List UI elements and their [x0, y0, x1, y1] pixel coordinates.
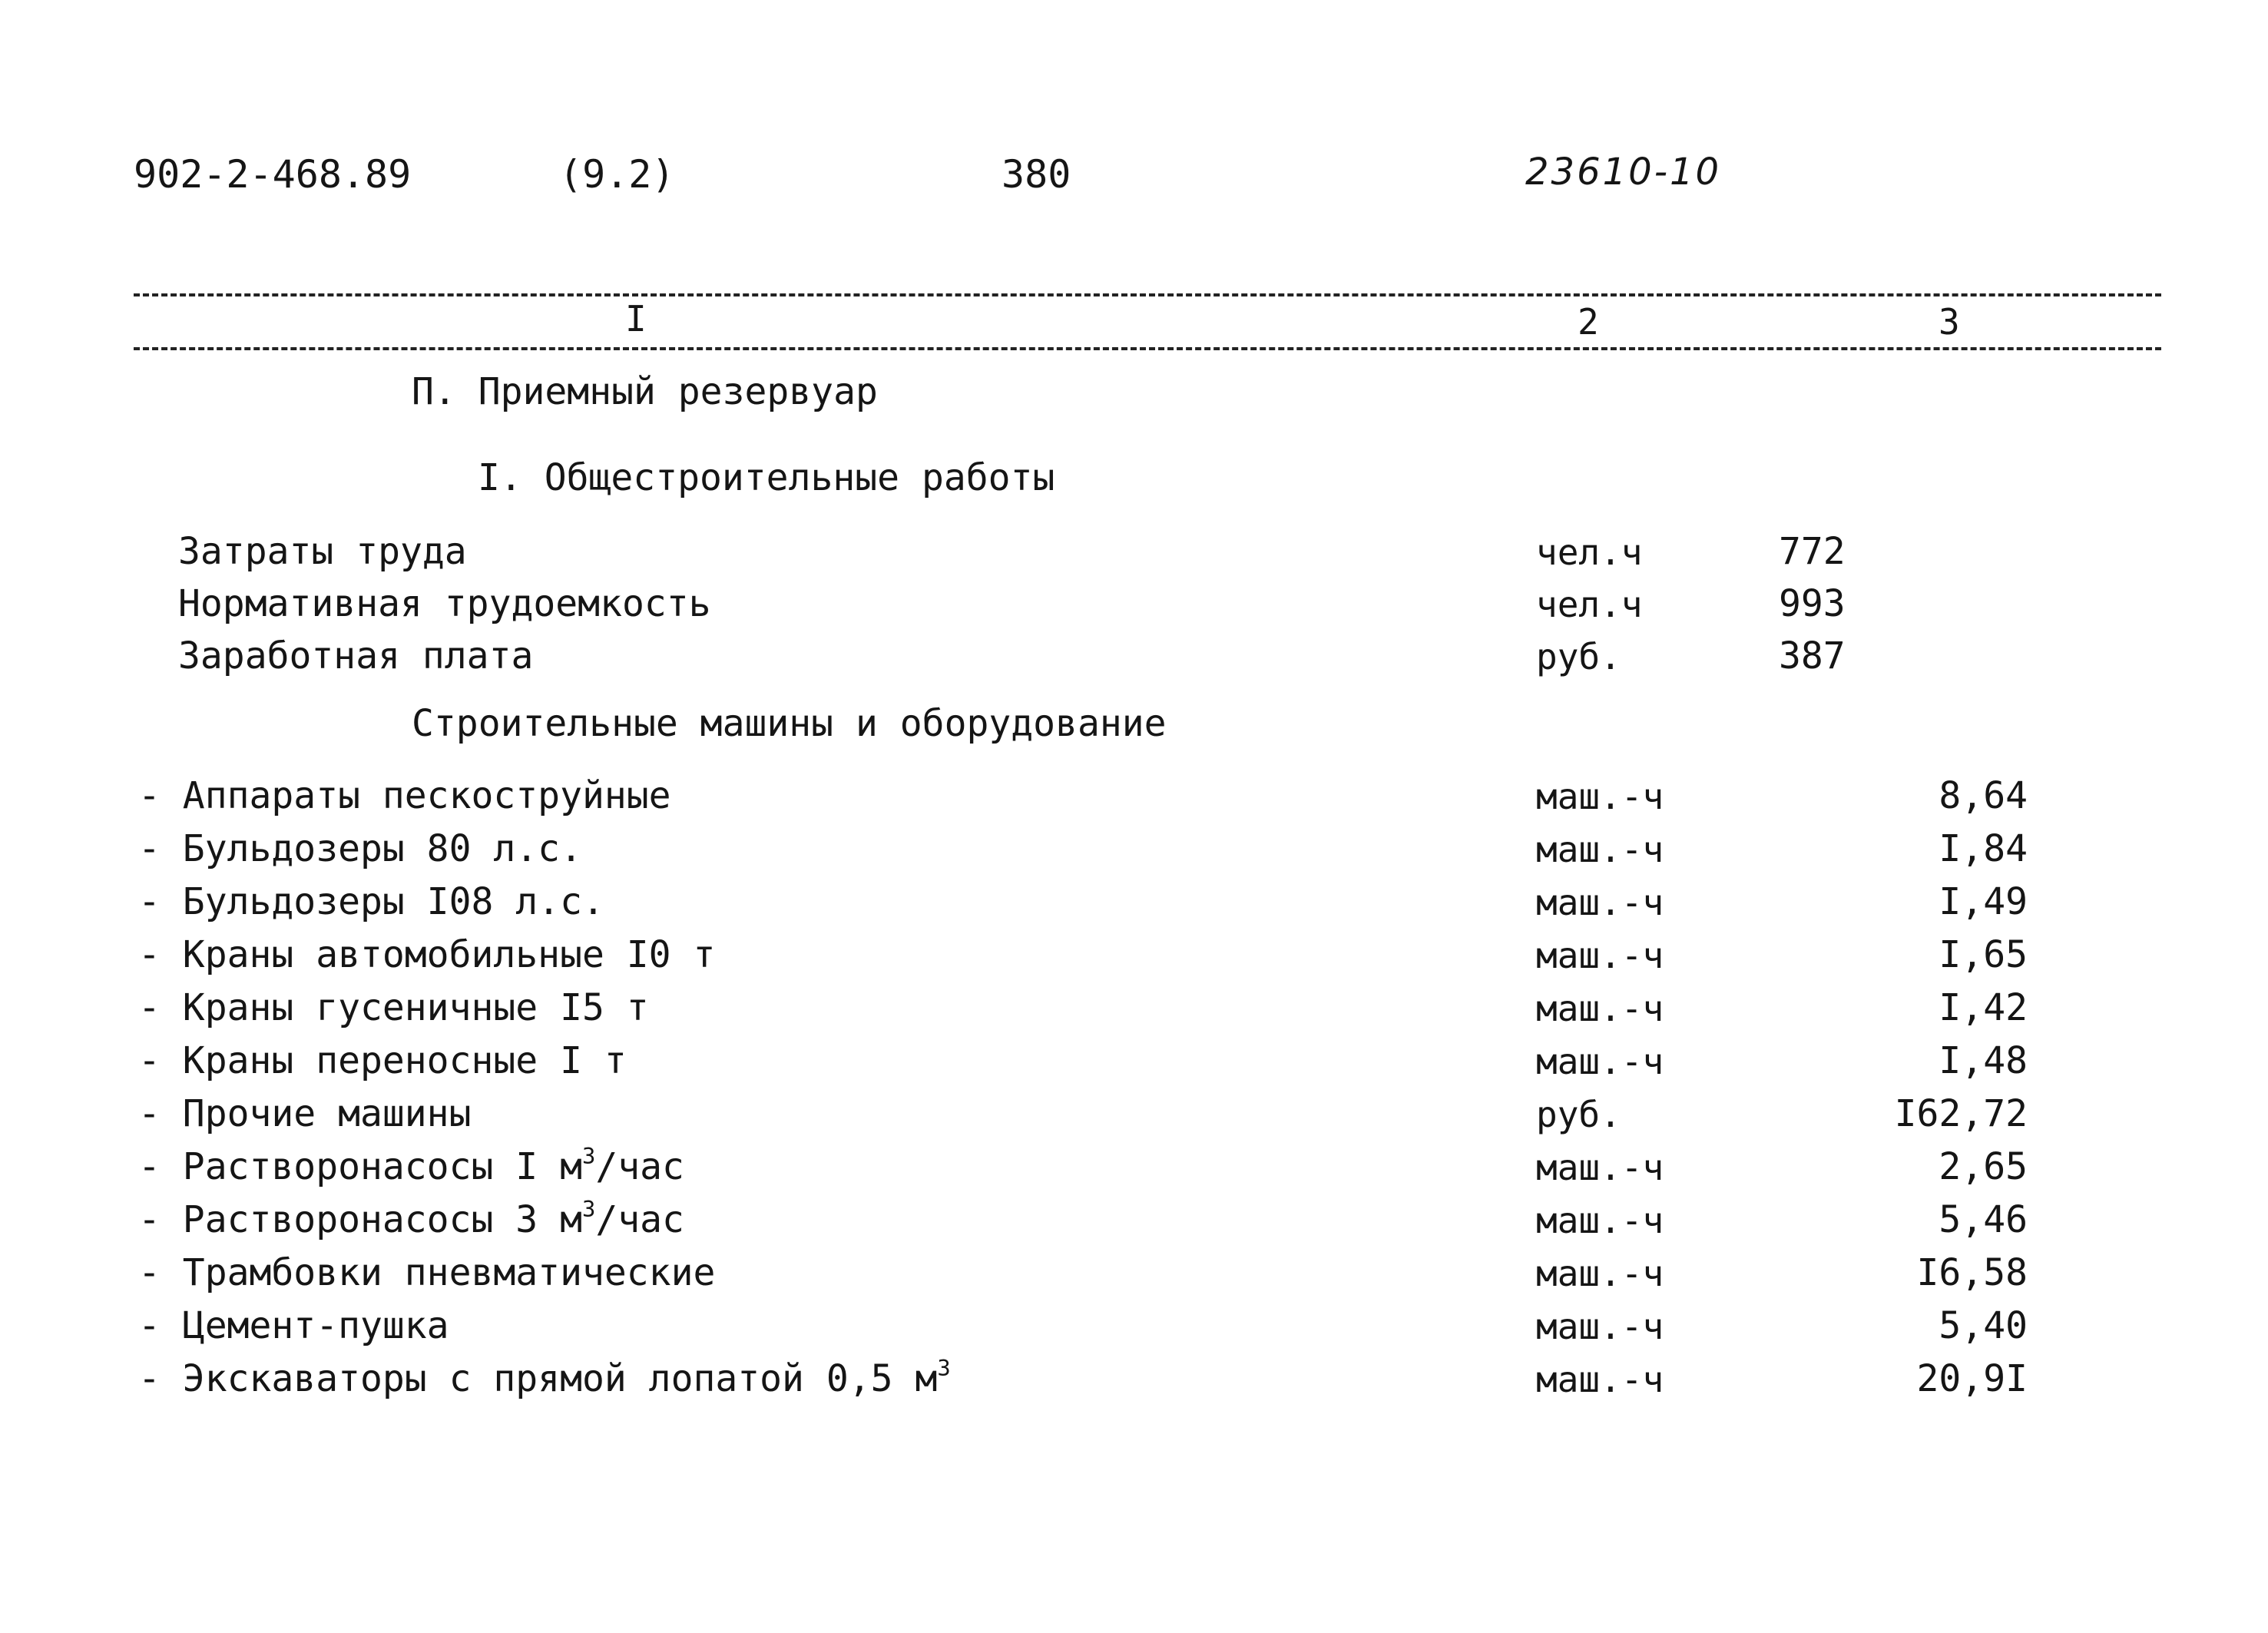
machine-row-unit: маш.-ч [1536, 1253, 1664, 1294]
machine-row-value: 5,46 [1939, 1198, 2028, 1241]
labor-row-unit: руб. [1536, 636, 1621, 677]
machine-row-unit: маш.-ч [1536, 882, 1664, 923]
machine-row-unit: маш.-ч [1536, 829, 1664, 870]
page-number: 380 [1002, 152, 1071, 197]
document-code: 902-2-468.89 [134, 152, 412, 197]
header-dashed-line-bottom [134, 347, 2161, 350]
labor-row-name: Нормативная трудоемкость [178, 582, 711, 625]
machine-row-unit: маш.-ч [1536, 1359, 1664, 1400]
machine-row-name: - Бульдозеры I08 л.с. [138, 880, 604, 923]
column-header-2: 2 [1578, 301, 1599, 343]
machine-row-value: I,42 [1939, 986, 2028, 1029]
machine-row-name: - Краны переносные I т [138, 1039, 627, 1082]
machine-row-value: I62,72 [1894, 1092, 2028, 1135]
machines-title: Строительные машины и оборудование [412, 702, 1167, 745]
machine-row-value: I,49 [1939, 880, 2028, 923]
labor-row-unit: чел.ч [1536, 532, 1643, 573]
labor-row-unit: чел.ч [1536, 584, 1643, 625]
machine-row-value: 8,64 [1939, 774, 2028, 817]
machine-row-value: I6,58 [1916, 1251, 2028, 1294]
column-header-3: 3 [1939, 301, 1960, 343]
machine-row-name: - Краны гусеничные I5 т [138, 986, 649, 1029]
machine-row-name: - Растворонасосы 3 $м^3$/час [138, 1195, 684, 1241]
labor-row-value: 993 [1779, 582, 1846, 625]
machine-row-value: 2,65 [1939, 1145, 2028, 1188]
machine-row-value: I,48 [1939, 1039, 2028, 1082]
machine-row-value: I,84 [1939, 827, 2028, 870]
machine-row-unit: маш.-ч [1536, 988, 1664, 1029]
column-header-1: I [625, 298, 647, 340]
subsection-title: I. Общестроительные работы [478, 456, 1055, 499]
labor-row-value: 387 [1779, 634, 1846, 677]
machine-row-name: - Аппараты пескоструйные [138, 774, 671, 817]
machine-row-name: - Цемент-пушка [138, 1304, 449, 1347]
machine-row-name: - Трамбовки пневматические [138, 1251, 716, 1294]
machine-row-unit: маш.-ч [1536, 1041, 1664, 1082]
machine-row-unit: руб. [1536, 1094, 1621, 1135]
machine-row-unit: маш.-ч [1536, 1200, 1664, 1241]
machine-row-unit: маш.-ч [1536, 1306, 1664, 1347]
labor-row-name: Затраты труда [178, 530, 467, 573]
labor-row-value: 772 [1779, 530, 1846, 573]
labor-row-name: Заработная плата [178, 634, 534, 677]
machine-row-unit: маш.-ч [1536, 1147, 1664, 1188]
machine-row-unit: маш.-ч [1536, 776, 1664, 817]
machine-row-name: - Прочие машины [138, 1092, 472, 1135]
machine-row-name: - Бульдозеры 80 л.с. [138, 827, 582, 870]
machine-row-name: - Экскаваторы с прямой лопатой 0,5 $м^3$ [138, 1354, 951, 1400]
machine-row-value: I,65 [1939, 933, 2028, 976]
machine-row-name: - Растворонасосы I $м^3$/час [138, 1142, 684, 1188]
machine-row-unit: маш.-ч [1536, 935, 1664, 976]
machine-row-name: - Краны автомобильные I0 т [138, 933, 716, 976]
section-title: П. Приемный резервуар [412, 370, 878, 413]
machine-row-value: 20,9I [1916, 1357, 2028, 1400]
handwritten-inventory-number: 23610-10 [1525, 151, 1722, 194]
part-number: (9.2) [559, 152, 675, 197]
machine-row-value: 5,40 [1939, 1304, 2028, 1347]
header-dashed-line-top [134, 293, 2161, 296]
